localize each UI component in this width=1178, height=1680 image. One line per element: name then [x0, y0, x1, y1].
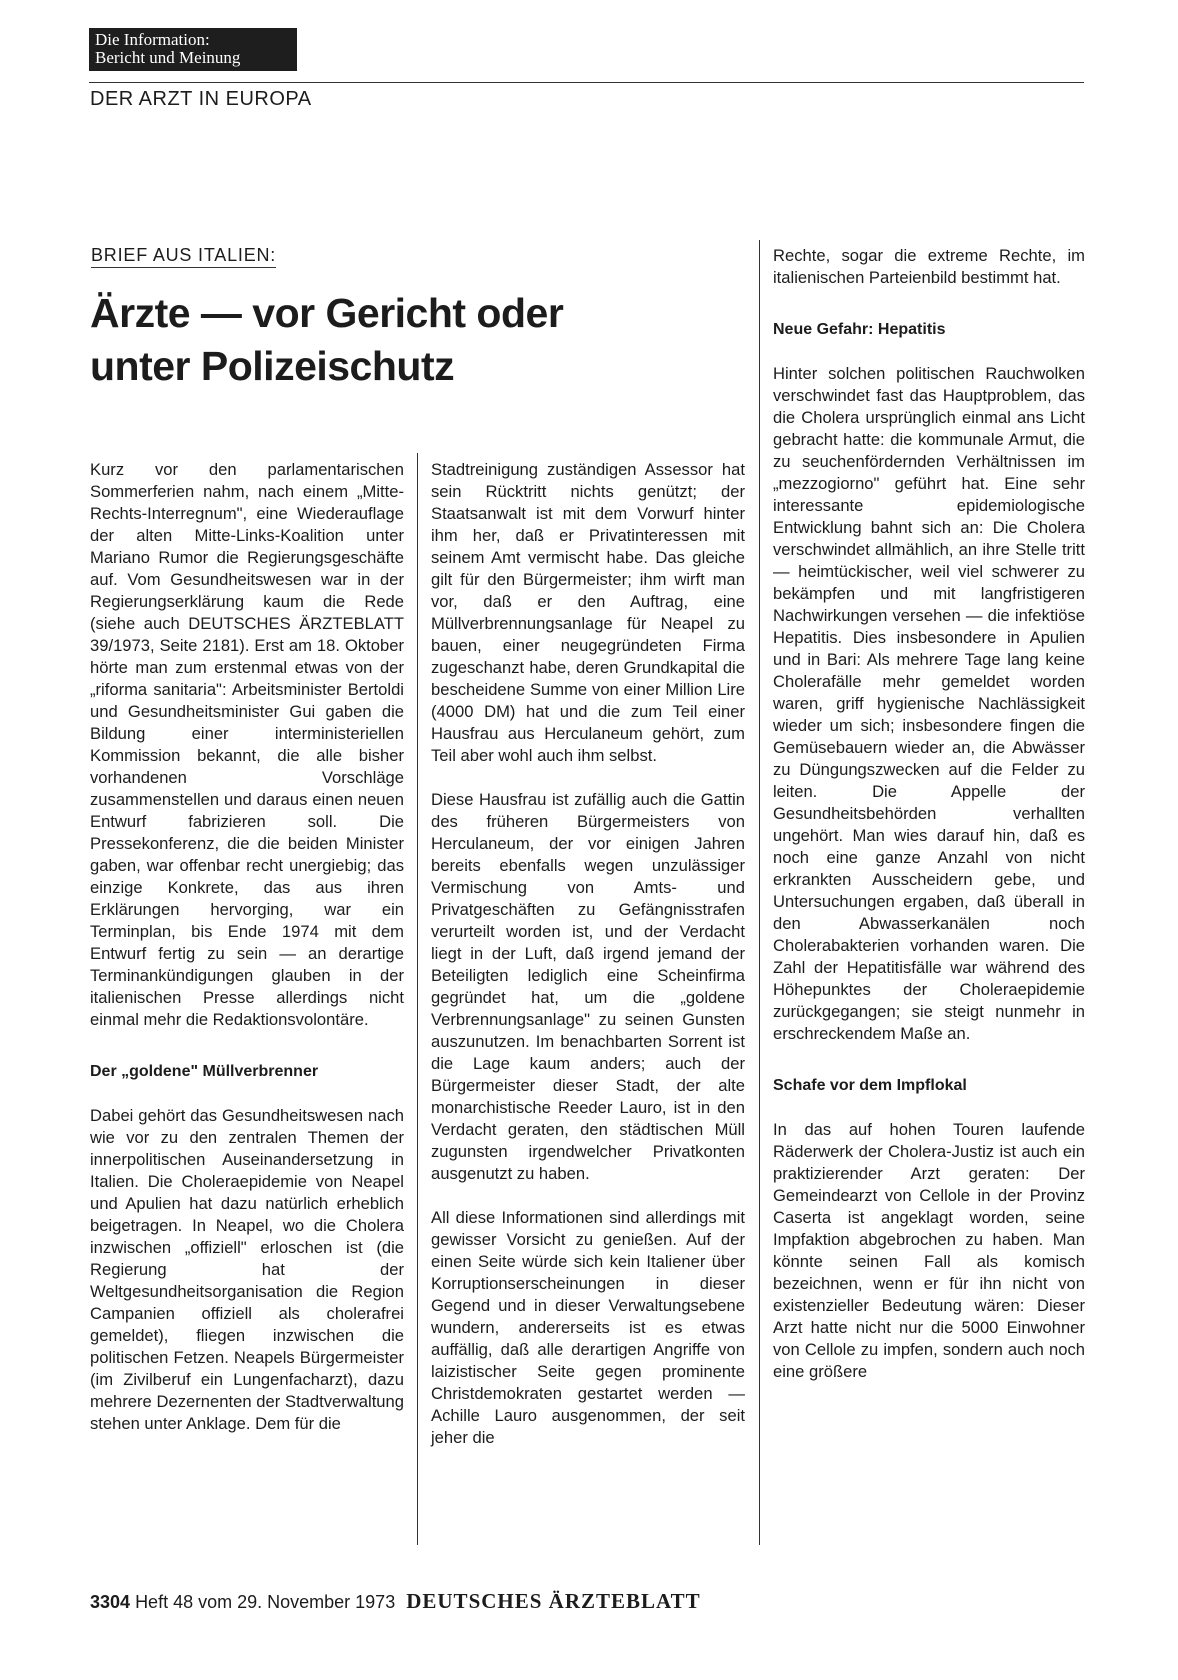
subheading: Neue Gefahr: Hepatitis: [773, 321, 946, 338]
paragraph: All diese Informationen sind allerdings mit gewisser Vorsicht zu genießen. Auf der einen Seite würde sich kein Italiener über Korruptionserscheinungen in dieser Gegend und in dieser Verwaltungsebene wundern, andererseits ist es etwas auffällig, daß alle derartigen Angriffe von laizistischer Seite gegen prominente Christdemokraten gestartet werden — Achille Lauro ausgenommen, der seit jeher die: [431, 1208, 745, 1447]
rubric-line-1: Die Information:: [95, 30, 210, 49]
header-rule: [89, 82, 1084, 83]
paragraph: Diese Hausfrau ist zufällig auch die Gattin des früheren Bürgermeisters von Herculaneum, der vor einigen Jahren bereits ebenfalls wegen unzulässiger Vermischung von Amts- und Privatgeschäften zu Gefängnisstrafen verurteilt worden ist, und der Verdacht liegt in der Luft, daß irgend jemand der Beteiligten lediglich eine Scheinfirma gegründet hat, um die „goldene Verbrennungsanlage" zu seinen Gunsten auszunutzen. Im benachbarten Sorrent ist die Lage kaum anders; auch der Bürgermeister dieser Stadt, der alte monarchistische Reeder Lauro, ist in den Verdacht geraten, den städtischen Müll zugunsten irgendwelcher Privatkonten ausgenutzt zu haben.: [431, 790, 745, 1183]
rubric-box: [89, 28, 297, 71]
column-divider-1: [417, 453, 418, 1545]
paragraph: Kurz vor den parlamentarischen Sommerferien nahm, nach einem „Mitte-Rechts-Interregnum", eine Wiederauflage der alten Mitte-Links-Koalition unter Mariano Rumor die Regierungsgeschäfte auf. Vom Gesundheitswesen war in der Regierungserklärung kaum die Rede (siehe auch DEUTSCHES ÄRZTEBLATT 39/1973, Seite 2181). Erst am 18. Oktober hörte man zum erstenmal etwas von der „riforma sanitaria": Arbeitsminister Bertoldi und Gesundheitsminister Gui gaben die Bildung einer interministeriellen Kommission bekannt, die alle bisher vorhandenen Vorschläge zusammenstellen und daraus einen neuen Entwurf fabrizieren soll. Die Pressekonferenz, die die beiden Minister gaben, war offenbar recht unergiebig; das einzige Konkrete, das aus ihren Erklärungen hervorging, war ein Terminplan, bis Ende 1974 mit dem Entwurf fertig zu sein — an derartige Terminankündigungen glauben in der italienischen Presse allerdings nicht einmal mehr die Redaktionsvolontäre.: [90, 460, 404, 1029]
article-kicker: BRIEF AUS ITALIEN:: [91, 245, 276, 268]
paragraph: Stadtreinigung zuständigen Assessor hat sein Rücktritt nichts genützt; der Staatsanwalt ist mit dem Vorwurf hinter ihm her, daß er Privatinteressen mit seinem Amt vermischt habe. Das gleiche gilt für den Bürgermeister; ihm wirft man vor, daß er den Auftrag, eine Müllverbrennungsanlage für Neapel zu bauen, einer neugegründeten Firma zugeschanzt habe, deren Grundkapital die bescheidene Summe von einer Million Lire (4000 DM) hat und die zum Teil einer Hausfrau aus Herculaneum gehört, zum Teil aber wohl auch ihm selbst.: [431, 460, 745, 765]
column-1: [90, 459, 404, 1435]
subheading: Schafe vor dem Impflokal: [773, 1077, 967, 1094]
paragraph: Rechte, sogar die extreme Rechte, im italienischen Parteienbild bestimmt hat.: [773, 246, 1085, 287]
column-divider-2: [759, 240, 760, 1545]
rubric-line-2: Bericht und Meinung: [95, 48, 241, 67]
column-2: [431, 459, 745, 1449]
masthead: DEUTSCHES ÄRZTEBLATT: [406, 1589, 701, 1613]
page-footer: [90, 1589, 701, 1614]
article-title: [90, 287, 710, 393]
paragraph: Hinter solchen politischen Rauchwolken verschwindet fast das Hauptproblem, das die Cholera ursprünglich einmal ans Licht gebracht hatte: die kommunale Armut, die zu seuchenfördernden Verhältnissen im „mezzogiorno" geführt hat. Eine sehr interessante epidemiologische Entwicklung bahnt sich an: Die Cholera verschwindet allmählich, an ihre Stelle tritt — heimtückischer, weil viel schwerer zu bekämpfen und mit langfristigeren Nachwirkungen versehen — die infektiöse Hepatitis. Dies insbesondere in Apulien und in Bari: Als mehrere Tage lang keine Cholerafälle mehr gemeldet worden waren, griff hygienische Nachlässigkeit wieder um sich; insbesondere fingen die Gemüsebauern wieder an, die Abwässer zu Düngungszwecken auf die Felder zu leiten. Die Appelle der Gesundheitsbehörden verhallten ungehört. Man wies darauf hin, daß es noch eine ganze Anzahl von nicht erkrankten Ausscheidern gebe, und Untersuchungen ergaben, daß überall in den Abwasserkanälen noch Cholerabakterien vorhanden waren. Die Zahl der Hepatitisfälle war während des Höhepunktes der Choleraepidemie zurückgegangen; sie steigt nunmehr in erschreckendem Maße an.: [773, 364, 1085, 1043]
paragraph: In das auf hohen Touren laufende Räderwerk der Cholera-Justiz ist auch ein praktizierender Arzt geraten: Der Gemeindearzt von Cellole in der Provinz Caserta ist angeklagt worden, seine Impfaktion abgebrochen zu haben. Man könnte seinen Fall als komisch bezeichnen, wenn er für ihn nicht von existenzieller Bedeutung wären: Dieser Arzt hatte nicht nur die 5000 Einwohner von Cellole zu impfen, sondern auch noch eine größere: [773, 1120, 1085, 1381]
title-line-1: Ärzte — vor Gericht oder: [90, 290, 564, 336]
page-number: 3304: [90, 1592, 131, 1612]
column-3: [773, 245, 1085, 1383]
paragraph: Dabei gehört das Gesundheitswesen nach wie vor zu den zentralen Themen der innerpolitischen Auseinandersetzung in Italien. Die Choleraepidemie von Neapel und Apulien hat dazu natürlich erheblich beigetragen. In Neapel, wo die Cholera inzwischen „offiziell" erloschen ist (die Regierung hat der Weltgesundheitsorganisation die Region Campanien offiziell als cholerafrei gemeldet), fliegen inzwischen die politischen Fetzen. Neapels Bürgermeister (im Zivilberuf ein Lungenfacharzt), dazu mehrere Dezernenten der Stadtverwaltung stehen unter Anklage. Dem für die: [90, 1106, 404, 1433]
title-line-2: unter Polizeischutz: [90, 343, 455, 389]
section-title: DER ARZT IN EUROPA: [90, 88, 312, 110]
issue-info: Heft 48 vom 29. November 1973: [135, 1592, 396, 1612]
subheading: Der „goldene" Müllverbrenner: [90, 1063, 319, 1080]
